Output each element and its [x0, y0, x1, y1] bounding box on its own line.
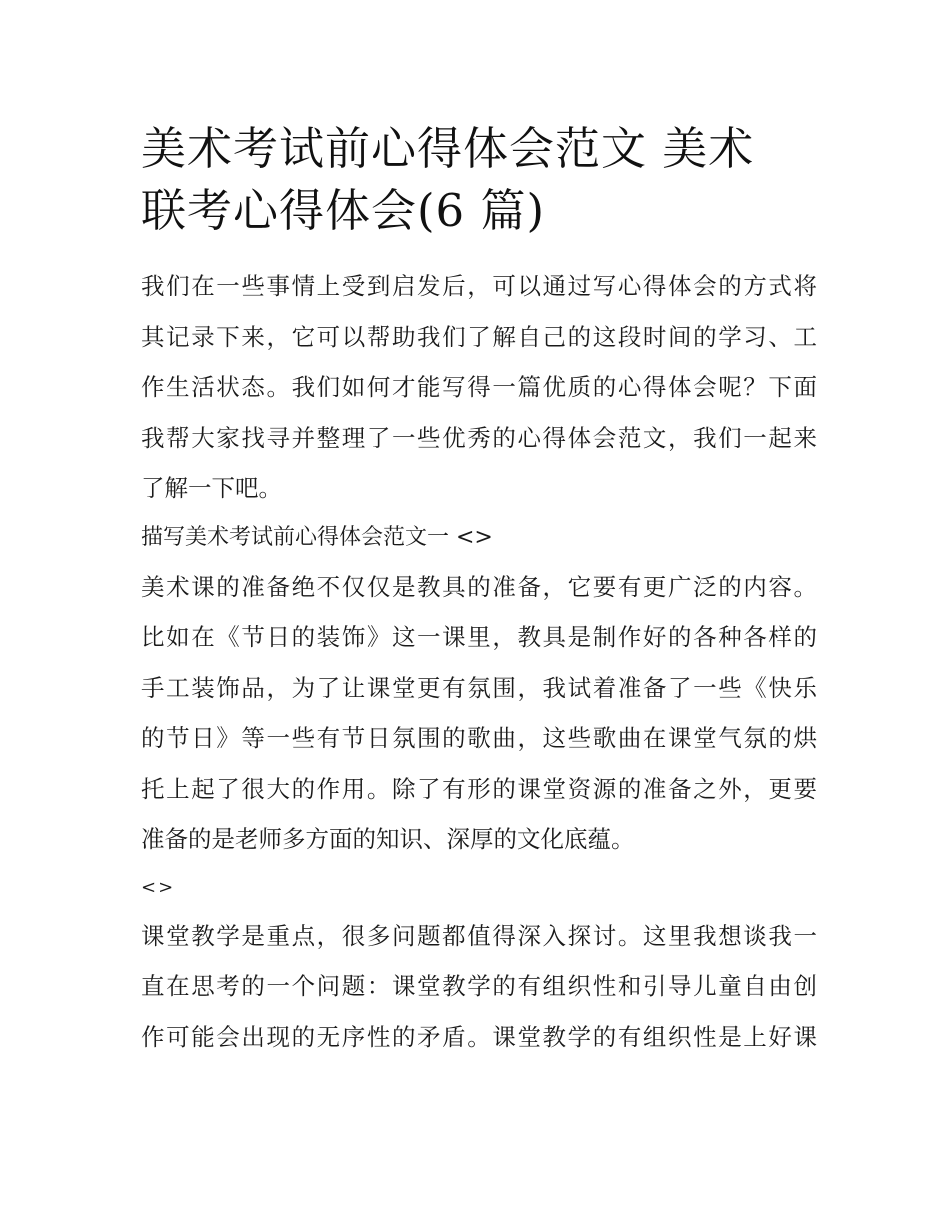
- title-line-1: 美术考试前心得体会范文 美术: [141, 122, 755, 175]
- intro-line: 作生活状态。我们如何才能写得一篇优质的心得体会呢？下面: [141, 373, 817, 401]
- body-paragraph-1: [141, 562, 817, 865]
- paragraph-line: 手工装饰品，为了让课堂更有氛围，我试着准备了一些《快乐: [141, 673, 817, 702]
- intro-line: 我们在一些事情上受到启发后，可以通过写心得体会的方式将: [141, 272, 817, 300]
- paragraph-line: 的节日》等一些有节日氛围的歌曲，这些歌曲在课堂气氛的烘: [141, 724, 817, 752]
- paragraph-line: 准备的是老师多方面的知识、深厚的文化底蕴。: [141, 825, 635, 853]
- document-title: [141, 118, 817, 242]
- document-body: [141, 261, 817, 1062]
- intro-line: 了解一下吧。: [141, 474, 282, 502]
- title-line-2: 联考心得体会(6 篇): [141, 184, 546, 237]
- paragraph-line: 比如在《节日的装饰》这一课里，教具是制作好的各种各样的: [141, 623, 817, 651]
- body-paragraph-2: [141, 911, 817, 1063]
- intro-paragraph: [141, 261, 817, 514]
- intro-line: 我帮大家找寻并整理了一些优秀的心得体会范文，我们一起来: [141, 423, 817, 452]
- section-heading: 描写美术考试前心得体会范文一 <>: [141, 524, 493, 550]
- intro-line: 其记录下来，它可以帮助我们了解自己的这段时间的学习、工: [141, 322, 817, 351]
- paragraph-line: 课堂教学是重点，很多问题都值得深入探讨。这里我想谈我一: [141, 921, 817, 950]
- paragraph-line: 托上起了很大的作用。除了有形的课堂资源的准备之外，更要: [141, 774, 817, 803]
- section-marker: <>: [141, 876, 176, 898]
- document-page: [141, 118, 817, 1062]
- paragraph-line: 美术课的准备绝不仅仅是教具的准备，它要有更广泛的内容。: [141, 572, 817, 601]
- paragraph-line: 直在思考的一个问题：课堂教学的有组织性和引导儿童自由创: [141, 972, 817, 1000]
- paragraph-line: 作可能会出现的无序性的矛盾。课堂教学的有组织性是上好课: [141, 1022, 817, 1051]
